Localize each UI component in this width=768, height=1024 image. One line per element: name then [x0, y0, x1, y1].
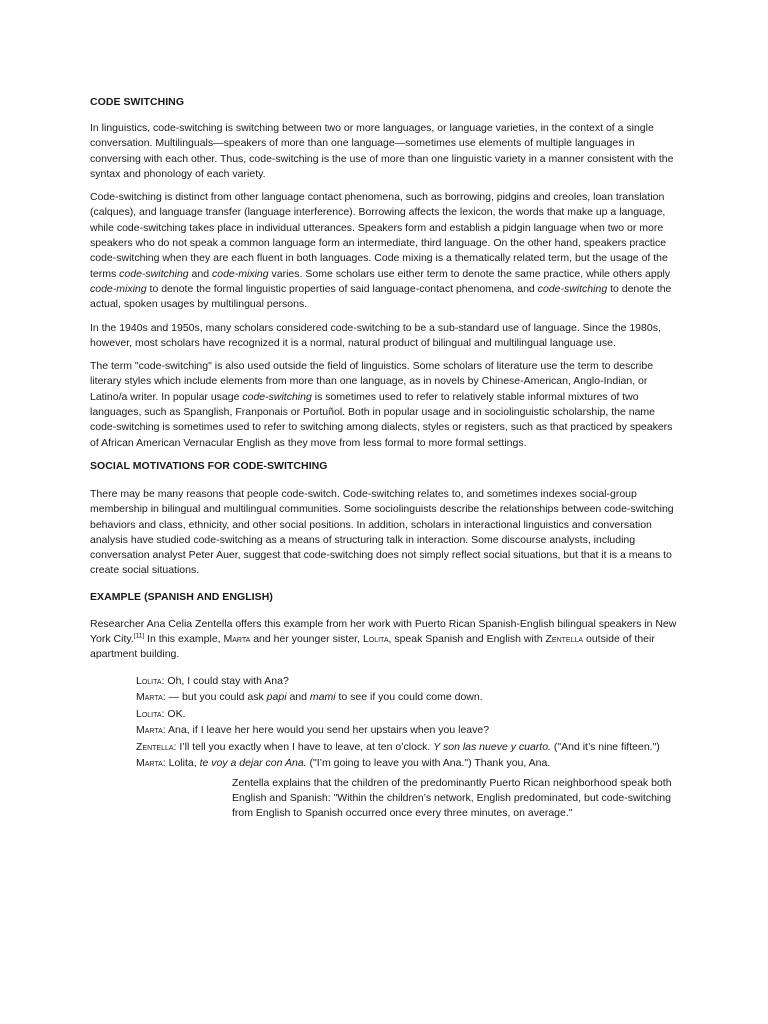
- speaker-name: Lolita: [136, 707, 162, 720]
- speaker-name: Marta: [136, 724, 163, 737]
- speaker-name: Lolita: [362, 633, 389, 646]
- paragraph-distinction: Code-switching is distinct from other language contact phenomena, such as borrowing, pidgins and creoles, loan translation (calques), and language transfer (language interference). Borrowing affects the lexicon, the words that make up a language, while code-switching takes place in individual utterances. Speakers form and establish a pidgin language when two or more speakers who do not speak a common language form an intermediate, third language. On the other hand, speakers practice code-switching when they are each fluent in both languages. Code mixing is a thematically related term, but the usage of the terms code-switching and code-mixing varies. Some scholars use either term to denote the same practice, while others apply code-mixing to denote the formal linguistic properties of said language-contact phenomena, and code-switching to denote the actual, spoken usages by multilingual persons.: [90, 191, 672, 311]
- paragraph-definition: In linguistics, code-switching is switching between two or more languages, or language varieties, in the context of a single conversation. Multilinguals—speakers of more than one language—sometimes use elements of multiple languages in conversing with each other. Thus, code-switching is the use of more than one linguistic variety in a manner consistent with the syntax and phonology of each variety.: [90, 122, 674, 180]
- heading-social-motivations: SOCIAL MOTIVATIONS FOR CODE-SWITCHING: [90, 459, 328, 472]
- speaker-name: Marta: [136, 757, 163, 770]
- paragraph-term-usage: The term "code-switching" is also used outside the field of linguistics. Some scholars of literature use the term to describe literary styles which include elements from more than one language, as in novels by Chinese-American, Anglo-Indian, or Latino/a writer. In popular usage code-switching is sometimes used to refer to relatively stable informal mixtures of two languages, such as Spanglish, Franponais or Portuñol. Both in popular usage and in sociolinguistic scholarship, the name code-switching is sometimes used to refer to switching among dialects, styles or registers, such as that practiced by speakers of African American Vernacular English as they move from less formal to more formal settings.: [90, 360, 673, 449]
- dialogue-line: Lolita: Oh, I could stay with Ana?: [136, 674, 289, 687]
- paragraph-history: In the 1940s and 1950s, many scholars considered code-switching to be a sub-standard use of language. Since the 1980s, however, most scholars have recognized it is a normal, natural product of bilingual and multilingual language use.: [90, 321, 661, 349]
- heading-example: EXAMPLE (SPANISH AND ENGLISH): [90, 590, 273, 603]
- dialogue-line: Lolita: OK.: [136, 707, 186, 720]
- paragraph-social-motivations: There may be many reasons that people code-switch. Code-switching relates to, and sometimes indexes social-group membership in bilingual and multilingual communities. Some sociolinguists describe the relationships between code-switching behaviors and class, ethnicity, and other social positions. In addition, scholars in interactional linguistics and conversation analysis have studied code-switching as a means of structuring talk in interaction. Some discourse analysts, including conversation analyst Peter Auer, suggest that code-switching does not simply reflect social situations, but that it is a means to create social situations.: [90, 487, 674, 577]
- speaker-name: Lolita: [136, 674, 162, 687]
- speaker-name: Marta: [136, 691, 163, 704]
- speaker-name: Zentella: [545, 633, 584, 646]
- block-quote: [232, 776, 682, 822]
- paragraph-example-intro: Researcher Ana Celia Zentella offers this example from her work with Puerto Rican Spanish-English bilingual speakers in New York City.[11] In this example, Marta and her younger sister, Lolita, speak Spanish and English with Zentella outside of their apartment building.: [90, 617, 677, 661]
- speaker-name: Marta: [223, 633, 251, 646]
- dialogue-line: Marta: Ana, if I leave her here would you send her upstairs when you leave?: [136, 724, 490, 737]
- heading-code-switching: CODE SWITCHING: [90, 96, 185, 108]
- speaker-name: Zentella: [136, 740, 174, 753]
- document-body: [90, 95, 682, 830]
- paragraph-zentella-quote: Zentella explains that the children of the predominantly Puerto Rican neighborhood speak both English and Spanish: "Within the children’s network, English predominated, but code-switching from English to Spanish occurred once every three minutes, on average.": [232, 776, 672, 820]
- dialogue-block: [136, 673, 682, 772]
- dialogue-line: Marta: Lolita, te voy a dejar con Ana. ("I’m going to leave you with Ana.") Thank you, Ana.: [136, 757, 551, 770]
- citation-11[interactable]: [11]: [133, 632, 145, 640]
- dialogue-line: Marta: — but you could ask papi and mami to see if you could come down.: [136, 691, 483, 704]
- dialogue-line: Zentella: I’ll tell you exactly when I have to leave, at ten o’clock. Y son las nueve y cuarto. ("And it’s nine fifteen."): [136, 740, 660, 753]
